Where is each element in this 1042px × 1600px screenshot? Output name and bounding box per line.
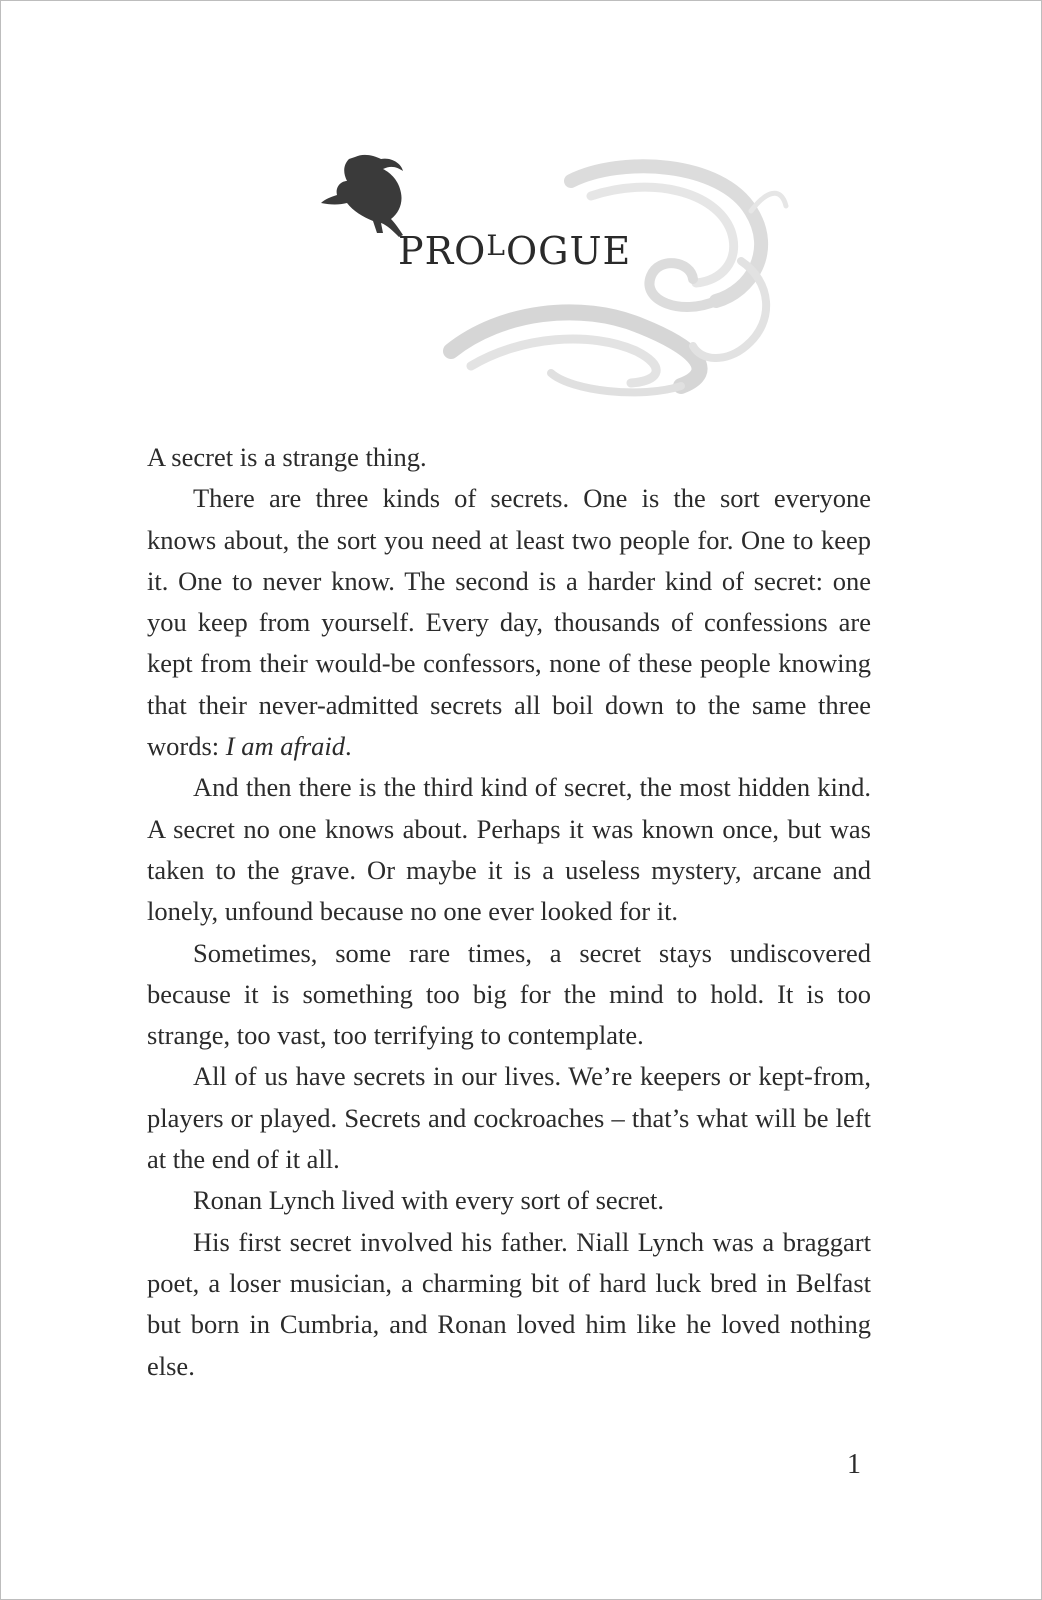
paragraph: A secret is a strange thing. [147, 442, 427, 472]
page-number: 1 [847, 1449, 861, 1480]
paragraph: Sometimes, some rare times, a secret stays undiscovered because it is something too big for the mind to hold. It is too strange, too vast, too terrifying to contemplate. [147, 937, 871, 1051]
paragraph: His first secret involved his father. Niall Lynch was a braggart poet, a loser musician, a charming bit of hard luck bred in Belfast but born in Cumbria, and Ronan loved him like he loved nothing else. [147, 1226, 871, 1381]
paragraph: Ronan Lynch lived with every sort of secret. [193, 1185, 664, 1216]
paragraph: And then there is the third kind of secret, the most hidden kind. A secret no one knows about. Perhaps it was known once, but was taken to the grave. Or maybe it is a useless mystery, arcane and lonely, unfound because no one ever looked for it. [147, 772, 871, 927]
paragraph: All of us have secrets in our lives. We’re keepers or kept-from, players or played. Secrets and cockroaches – that’s what will be left at the end of it all. [147, 1061, 871, 1175]
emphasis-text: I am afraid [225, 731, 346, 762]
paragraph: There are three kinds of secrets. One is the sort everyone knows about, the sort you need at least two people for. One to keep it. One to never know. The second is a harder kind of secret: one you keep from yourself. Every day, thousands of confessions are kept from their would-be confessors, none of these people knowing that their never-admitted secrets all boil down to the same three words: I am afraid. [147, 483, 871, 762]
chapter-header-art [321, 151, 801, 401]
chapter-title: $PRO^LOGUE$ [398, 229, 632, 273]
body-text [147, 437, 871, 1387]
